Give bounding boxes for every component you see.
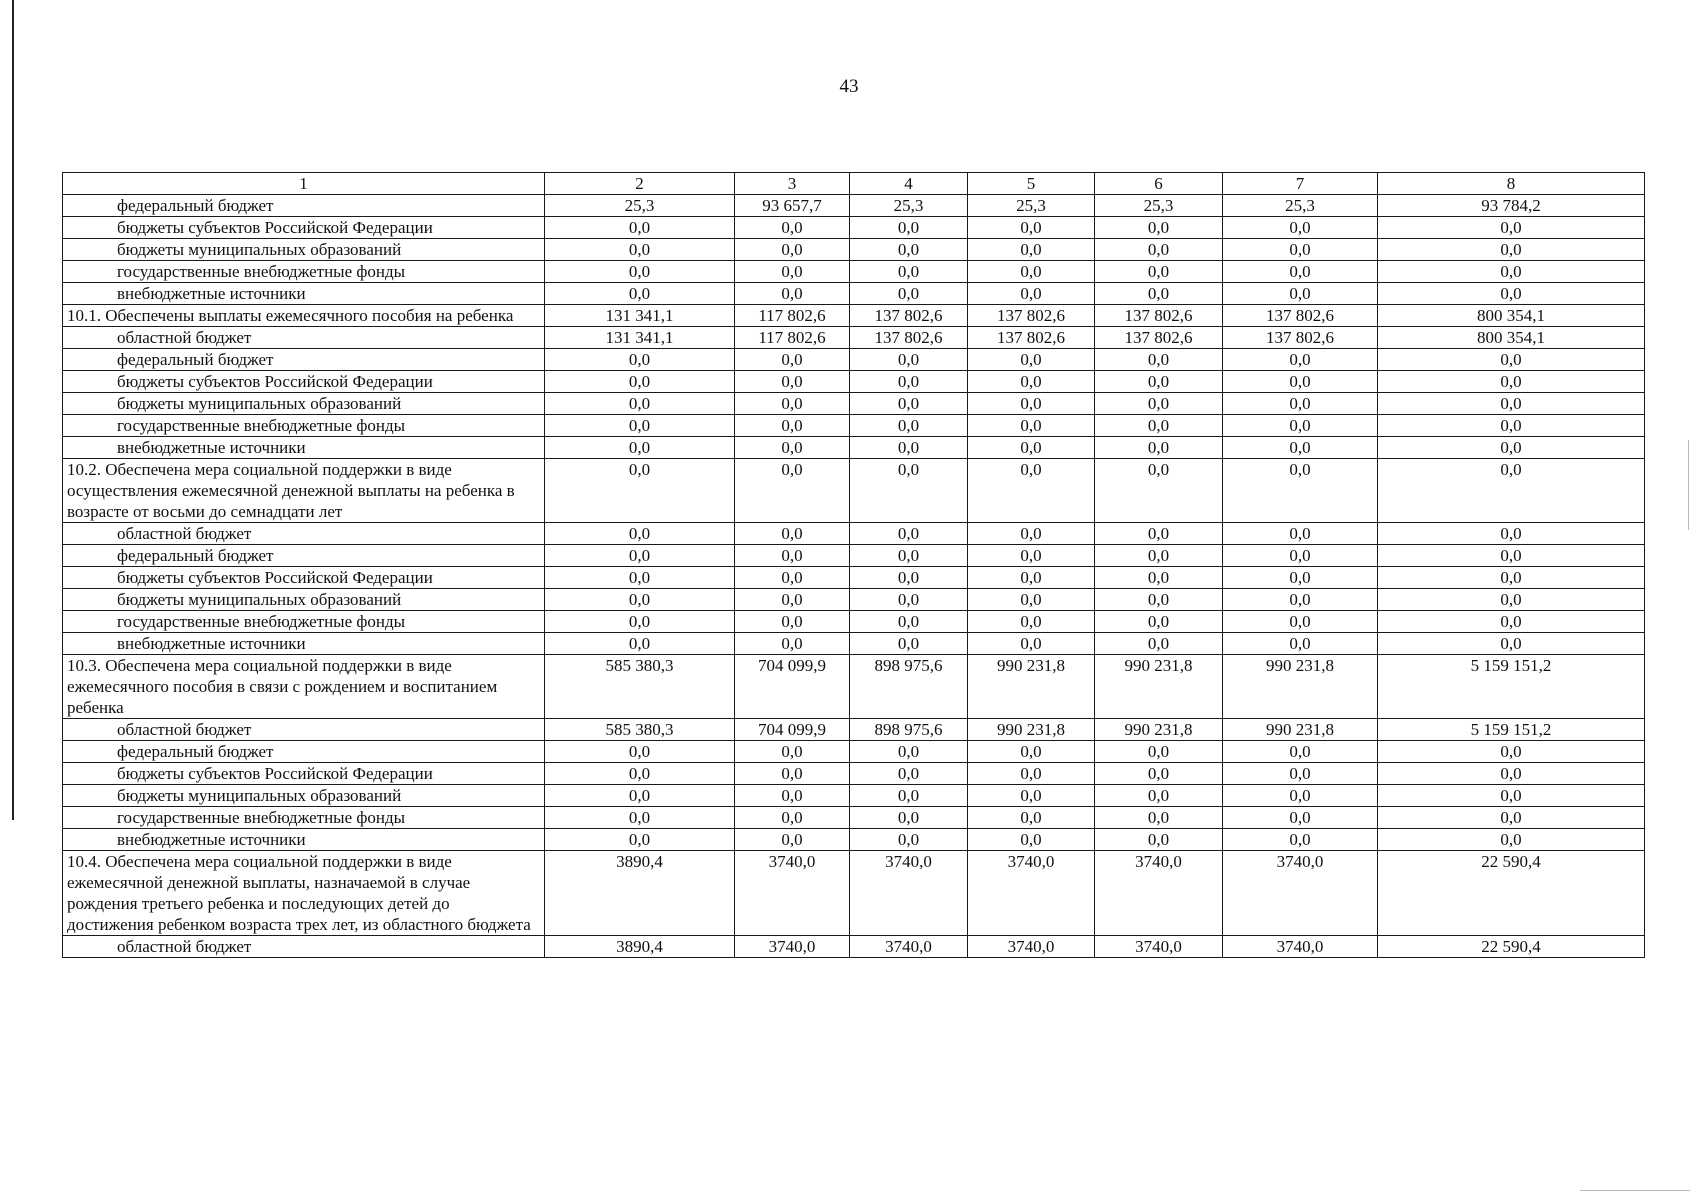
- value-cell: 0,0: [850, 415, 968, 437]
- value-cell: 0,0: [735, 545, 850, 567]
- row-label: областной бюджет: [63, 936, 545, 958]
- value-cell: 585 380,3: [545, 655, 735, 719]
- header-row: [63, 173, 1645, 195]
- value-cell: 0,0: [545, 567, 735, 589]
- value-cell: 0,0: [735, 829, 850, 851]
- value-cell: 990 231,8: [1223, 719, 1378, 741]
- value-cell: 0,0: [850, 239, 968, 261]
- value-cell: 0,0: [735, 741, 850, 763]
- value-cell: 0,0: [968, 567, 1095, 589]
- value-cell: 0,0: [850, 633, 968, 655]
- value-cell: 0,0: [1378, 261, 1645, 283]
- value-cell: 137 802,6: [1095, 305, 1223, 327]
- row-label: государственные внебюджетные фонды: [63, 807, 545, 829]
- value-cell: 0,0: [850, 807, 968, 829]
- value-cell: 0,0: [1095, 523, 1223, 545]
- value-cell: 0,0: [735, 807, 850, 829]
- row-label: бюджеты муниципальных образований: [63, 393, 545, 415]
- row-label: внебюджетные источники: [63, 829, 545, 851]
- value-cell: 0,0: [735, 611, 850, 633]
- value-cell: 0,0: [735, 437, 850, 459]
- value-cell: 0,0: [735, 349, 850, 371]
- budget-table: [62, 172, 1645, 958]
- value-cell: 0,0: [968, 829, 1095, 851]
- row-label: областной бюджет: [63, 719, 545, 741]
- scan-page-edge: [0, 0, 14, 820]
- value-cell: 0,0: [545, 459, 735, 523]
- value-cell: 3740,0: [735, 936, 850, 958]
- value-cell: 3890,4: [545, 936, 735, 958]
- value-cell: 0,0: [1223, 437, 1378, 459]
- value-cell: 0,0: [850, 829, 968, 851]
- row-label: бюджеты муниципальных образований: [63, 239, 545, 261]
- value-cell: 0,0: [1223, 567, 1378, 589]
- value-cell: 0,0: [1095, 545, 1223, 567]
- value-cell: 0,0: [1095, 393, 1223, 415]
- value-cell: 0,0: [968, 283, 1095, 305]
- header-cell: 8: [1378, 173, 1645, 195]
- row-label: внебюджетные источники: [63, 437, 545, 459]
- table-row: [63, 567, 1645, 589]
- row-label: федеральный бюджет: [63, 741, 545, 763]
- value-cell: 0,0: [1378, 437, 1645, 459]
- row-label: федеральный бюджет: [63, 545, 545, 567]
- value-cell: 585 380,3: [545, 719, 735, 741]
- value-cell: 0,0: [545, 545, 735, 567]
- value-cell: 0,0: [545, 611, 735, 633]
- value-cell: 137 802,6: [968, 327, 1095, 349]
- value-cell: 137 802,6: [1095, 327, 1223, 349]
- value-cell: 0,0: [1223, 807, 1378, 829]
- value-cell: 0,0: [1095, 217, 1223, 239]
- value-cell: 117 802,6: [735, 305, 850, 327]
- value-cell: 0,0: [850, 349, 968, 371]
- value-cell: 3740,0: [1095, 851, 1223, 936]
- value-cell: 0,0: [1095, 371, 1223, 393]
- value-cell: 0,0: [735, 239, 850, 261]
- value-cell: 25,3: [1223, 195, 1378, 217]
- value-cell: 5 159 151,2: [1378, 719, 1645, 741]
- value-cell: 137 802,6: [1223, 327, 1378, 349]
- value-cell: 0,0: [735, 567, 850, 589]
- value-cell: 0,0: [735, 763, 850, 785]
- value-cell: 0,0: [968, 415, 1095, 437]
- value-cell: 0,0: [545, 283, 735, 305]
- value-cell: 137 802,6: [850, 305, 968, 327]
- row-label: федеральный бюджет: [63, 349, 545, 371]
- value-cell: 990 231,8: [1095, 655, 1223, 719]
- value-cell: 0,0: [850, 437, 968, 459]
- value-cell: 0,0: [850, 393, 968, 415]
- value-cell: 0,0: [1095, 349, 1223, 371]
- value-cell: 0,0: [1095, 589, 1223, 611]
- value-cell: 0,0: [1095, 829, 1223, 851]
- row-label: государственные внебюджетные фонды: [63, 261, 545, 283]
- row-label: внебюджетные источники: [63, 283, 545, 305]
- value-cell: 0,0: [850, 371, 968, 393]
- value-cell: 0,0: [1378, 523, 1645, 545]
- table-row: [63, 349, 1645, 371]
- value-cell: 0,0: [968, 437, 1095, 459]
- value-cell: 0,0: [968, 545, 1095, 567]
- value-cell: 800 354,1: [1378, 327, 1645, 349]
- header-cell: 5: [968, 173, 1095, 195]
- value-cell: 0,0: [850, 589, 968, 611]
- header-cell: 1: [63, 173, 545, 195]
- value-cell: 0,0: [968, 239, 1095, 261]
- row-label: бюджеты муниципальных образований: [63, 589, 545, 611]
- table-row: [63, 195, 1645, 217]
- value-cell: 0,0: [850, 545, 968, 567]
- value-cell: 0,0: [545, 437, 735, 459]
- value-cell: 0,0: [545, 415, 735, 437]
- value-cell: 0,0: [850, 611, 968, 633]
- value-cell: 704 099,9: [735, 719, 850, 741]
- value-cell: 5 159 151,2: [1378, 655, 1645, 719]
- value-cell: 25,3: [1095, 195, 1223, 217]
- value-cell: 0,0: [1378, 741, 1645, 763]
- value-cell: 0,0: [1378, 611, 1645, 633]
- value-cell: 0,0: [735, 523, 850, 545]
- header-cell: 6: [1095, 173, 1223, 195]
- row-label: бюджеты субъектов Российской Федерации: [63, 567, 545, 589]
- value-cell: 0,0: [850, 741, 968, 763]
- value-cell: 0,0: [1095, 415, 1223, 437]
- value-cell: 0,0: [1378, 217, 1645, 239]
- value-cell: 0,0: [1378, 807, 1645, 829]
- value-cell: 898 975,6: [850, 655, 968, 719]
- value-cell: 0,0: [545, 371, 735, 393]
- value-cell: 0,0: [1095, 763, 1223, 785]
- row-label: государственные внебюджетные фонды: [63, 415, 545, 437]
- value-cell: 3740,0: [1095, 936, 1223, 958]
- table-row: [63, 785, 1645, 807]
- row-label: областной бюджет: [63, 523, 545, 545]
- value-cell: 0,0: [1223, 589, 1378, 611]
- value-cell: 898 975,6: [850, 719, 968, 741]
- value-cell: 0,0: [1223, 217, 1378, 239]
- value-cell: 0,0: [1095, 261, 1223, 283]
- value-cell: 0,0: [1223, 785, 1378, 807]
- row-label: бюджеты муниципальных образований: [63, 785, 545, 807]
- header-cell: 7: [1223, 173, 1378, 195]
- value-cell: 3890,4: [545, 851, 735, 936]
- value-cell: 0,0: [968, 459, 1095, 523]
- row-label: 10.4. Обеспечена мера социальной поддержки в виде ежемесячной денежной выплаты, назначаемой в случае рождения третьего ребенка и последующих детей до достижения ребенком возраста трех лет, из областного бюджета: [63, 851, 545, 936]
- value-cell: 0,0: [1095, 283, 1223, 305]
- value-cell: 0,0: [850, 567, 968, 589]
- value-cell: 0,0: [1223, 261, 1378, 283]
- value-cell: 22 590,4: [1378, 936, 1645, 958]
- value-cell: 0,0: [850, 763, 968, 785]
- value-cell: 0,0: [1378, 283, 1645, 305]
- value-cell: 0,0: [735, 283, 850, 305]
- value-cell: 0,0: [545, 349, 735, 371]
- table-row: [63, 327, 1645, 349]
- table-row: [63, 589, 1645, 611]
- header-cell: 2: [545, 173, 735, 195]
- value-cell: 3740,0: [968, 851, 1095, 936]
- table-row: [63, 523, 1645, 545]
- table-row: [63, 829, 1645, 851]
- table-row: [63, 437, 1645, 459]
- value-cell: 131 341,1: [545, 305, 735, 327]
- value-cell: 0,0: [968, 217, 1095, 239]
- value-cell: 3740,0: [850, 851, 968, 936]
- value-cell: 93 657,7: [735, 195, 850, 217]
- value-cell: 0,0: [545, 785, 735, 807]
- value-cell: 0,0: [735, 785, 850, 807]
- value-cell: 990 231,8: [968, 719, 1095, 741]
- value-cell: 0,0: [968, 371, 1095, 393]
- value-cell: 704 099,9: [735, 655, 850, 719]
- value-cell: 0,0: [968, 785, 1095, 807]
- row-label: 10.2. Обеспечена мера социальной поддержки в виде осуществления ежемесячной денежной выплаты на ребенка в возрасте от восьми до семнадцати лет: [63, 459, 545, 523]
- value-cell: 0,0: [545, 829, 735, 851]
- value-cell: 0,0: [1223, 415, 1378, 437]
- value-cell: 0,0: [735, 459, 850, 523]
- value-cell: 0,0: [1095, 785, 1223, 807]
- value-cell: 0,0: [545, 393, 735, 415]
- value-cell: 3740,0: [968, 936, 1095, 958]
- value-cell: 0,0: [1223, 393, 1378, 415]
- value-cell: 0,0: [1223, 545, 1378, 567]
- table-row: [63, 217, 1645, 239]
- header-cell: 4: [850, 173, 968, 195]
- value-cell: 137 802,6: [850, 327, 968, 349]
- value-cell: 0,0: [968, 589, 1095, 611]
- value-cell: 3740,0: [735, 851, 850, 936]
- table-row-section: [63, 459, 1645, 523]
- value-cell: 137 802,6: [968, 305, 1095, 327]
- value-cell: 3740,0: [1223, 851, 1378, 936]
- table-row: [63, 611, 1645, 633]
- value-cell: 0,0: [968, 349, 1095, 371]
- value-cell: 0,0: [545, 217, 735, 239]
- value-cell: 0,0: [968, 261, 1095, 283]
- value-cell: 0,0: [1378, 567, 1645, 589]
- value-cell: 0,0: [1223, 829, 1378, 851]
- row-label: государственные внебюджетные фонды: [63, 611, 545, 633]
- scan-artifact: [1688, 440, 1689, 530]
- value-cell: 0,0: [1095, 633, 1223, 655]
- page-number: 43: [839, 76, 859, 97]
- value-cell: 0,0: [1223, 763, 1378, 785]
- value-cell: 0,0: [545, 763, 735, 785]
- value-cell: 0,0: [1223, 459, 1378, 523]
- value-cell: 93 784,2: [1378, 195, 1645, 217]
- table-row-section: [63, 655, 1645, 719]
- value-cell: 0,0: [1378, 239, 1645, 261]
- table-row: [63, 807, 1645, 829]
- value-cell: 800 354,1: [1378, 305, 1645, 327]
- value-cell: 0,0: [968, 633, 1095, 655]
- value-cell: 0,0: [1095, 239, 1223, 261]
- table-row: [63, 283, 1645, 305]
- table-row: [63, 763, 1645, 785]
- value-cell: 0,0: [1095, 459, 1223, 523]
- value-cell: 25,3: [968, 195, 1095, 217]
- value-cell: 0,0: [1223, 741, 1378, 763]
- table-row: [63, 545, 1645, 567]
- table-body: [63, 173, 1645, 958]
- value-cell: 0,0: [735, 371, 850, 393]
- value-cell: 137 802,6: [1223, 305, 1378, 327]
- row-label: областной бюджет: [63, 327, 545, 349]
- value-cell: 3740,0: [1223, 936, 1378, 958]
- value-cell: 0,0: [968, 523, 1095, 545]
- value-cell: 0,0: [968, 807, 1095, 829]
- value-cell: 0,0: [850, 283, 968, 305]
- table-row: [63, 719, 1645, 741]
- table-row: [63, 239, 1645, 261]
- value-cell: 0,0: [1378, 633, 1645, 655]
- value-cell: 0,0: [545, 239, 735, 261]
- scan-artifact: [1580, 1190, 1690, 1191]
- value-cell: 0,0: [545, 523, 735, 545]
- value-cell: 0,0: [968, 763, 1095, 785]
- value-cell: 0,0: [735, 415, 850, 437]
- value-cell: 0,0: [968, 393, 1095, 415]
- value-cell: 0,0: [1223, 523, 1378, 545]
- value-cell: 25,3: [850, 195, 968, 217]
- value-cell: 0,0: [1223, 239, 1378, 261]
- value-cell: 131 341,1: [545, 327, 735, 349]
- value-cell: 0,0: [1378, 349, 1645, 371]
- value-cell: 0,0: [1378, 785, 1645, 807]
- value-cell: 22 590,4: [1378, 851, 1645, 936]
- value-cell: 0,0: [735, 261, 850, 283]
- value-cell: 3740,0: [850, 936, 968, 958]
- value-cell: 0,0: [735, 589, 850, 611]
- value-cell: 990 231,8: [968, 655, 1095, 719]
- value-cell: 0,0: [850, 217, 968, 239]
- value-cell: 0,0: [1095, 807, 1223, 829]
- row-label: бюджеты субъектов Российской Федерации: [63, 371, 545, 393]
- table-row: [63, 741, 1645, 763]
- value-cell: 25,3: [545, 195, 735, 217]
- value-cell: 0,0: [1378, 415, 1645, 437]
- row-label: 10.1. Обеспечены выплаты ежемесячного пособия на ребенка: [63, 305, 545, 327]
- row-label: федеральный бюджет: [63, 195, 545, 217]
- value-cell: 117 802,6: [735, 327, 850, 349]
- table-row: [63, 393, 1645, 415]
- value-cell: 0,0: [1378, 829, 1645, 851]
- value-cell: 0,0: [1223, 349, 1378, 371]
- table-row: [63, 261, 1645, 283]
- value-cell: 0,0: [545, 589, 735, 611]
- table-row: [63, 936, 1645, 958]
- value-cell: 0,0: [1223, 283, 1378, 305]
- value-cell: 0,0: [735, 217, 850, 239]
- value-cell: 0,0: [545, 741, 735, 763]
- table-row: [63, 371, 1645, 393]
- value-cell: 0,0: [1378, 545, 1645, 567]
- value-cell: 0,0: [1223, 611, 1378, 633]
- row-label: бюджеты субъектов Российской Федерации: [63, 763, 545, 785]
- value-cell: 0,0: [850, 459, 968, 523]
- value-cell: 0,0: [850, 261, 968, 283]
- value-cell: 0,0: [1378, 371, 1645, 393]
- value-cell: 0,0: [968, 741, 1095, 763]
- value-cell: 0,0: [850, 523, 968, 545]
- value-cell: 0,0: [1378, 459, 1645, 523]
- value-cell: 0,0: [545, 261, 735, 283]
- table-row-section: [63, 305, 1645, 327]
- value-cell: 0,0: [1095, 437, 1223, 459]
- row-label: внебюджетные источники: [63, 633, 545, 655]
- table-row: [63, 415, 1645, 437]
- row-label: 10.3. Обеспечена мера социальной поддержки в виде ежемесячного пособия в связи с рождением и воспитанием ребенка: [63, 655, 545, 719]
- value-cell: 0,0: [545, 633, 735, 655]
- value-cell: 0,0: [1378, 393, 1645, 415]
- table-row: [63, 633, 1645, 655]
- value-cell: 0,0: [1095, 611, 1223, 633]
- value-cell: 0,0: [735, 393, 850, 415]
- value-cell: 0,0: [1095, 741, 1223, 763]
- value-cell: 0,0: [545, 807, 735, 829]
- value-cell: 0,0: [1378, 589, 1645, 611]
- value-cell: 0,0: [850, 785, 968, 807]
- value-cell: 0,0: [1223, 371, 1378, 393]
- value-cell: 0,0: [1378, 763, 1645, 785]
- row-label: бюджеты субъектов Российской Федерации: [63, 217, 545, 239]
- value-cell: 0,0: [1223, 633, 1378, 655]
- value-cell: 0,0: [1095, 567, 1223, 589]
- value-cell: 0,0: [735, 633, 850, 655]
- value-cell: 990 231,8: [1095, 719, 1223, 741]
- header-cell: 3: [735, 173, 850, 195]
- table-row-section: [63, 851, 1645, 936]
- value-cell: 0,0: [968, 611, 1095, 633]
- value-cell: 990 231,8: [1223, 655, 1378, 719]
